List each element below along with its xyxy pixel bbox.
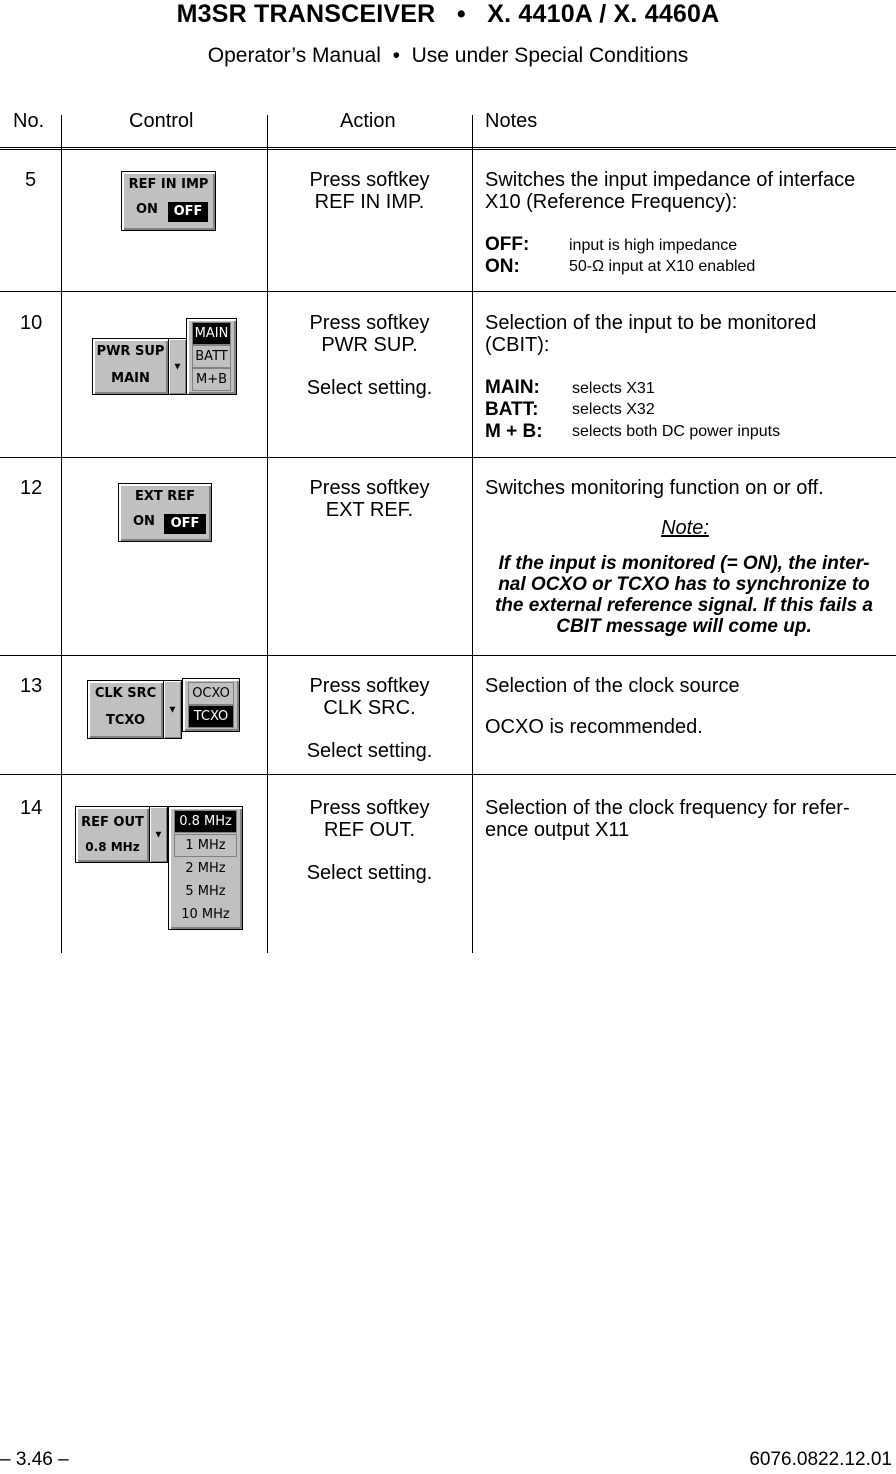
note-line: the external reference signal. If this fails a bbox=[494, 595, 874, 616]
clk-src-options-list[interactable] bbox=[182, 678, 240, 732]
option-item[interactable]: 5 MHz bbox=[185, 884, 226, 899]
note-line: If the input is monitored (= ON), the inter- bbox=[498, 553, 870, 574]
row-divider bbox=[0, 774, 896, 775]
softkey-label: EXT REF bbox=[134, 489, 196, 504]
document-number: 6076.0822.12.01 bbox=[749, 1449, 892, 1470]
action-line: Press softkey bbox=[309, 797, 430, 819]
softkey-label: REF IN IMP bbox=[128, 177, 209, 192]
def-desc: selects X31 bbox=[572, 380, 655, 397]
def-desc: input is high impedance bbox=[569, 237, 738, 254]
softkey-on-label: ON bbox=[136, 202, 158, 217]
pwr-sup-options-list[interactable] bbox=[186, 318, 237, 395]
option-item[interactable]: OCXO bbox=[188, 682, 234, 705]
def-desc: selects both DC power inputs bbox=[572, 423, 781, 440]
def-desc: 50-Ω input at X10 enabled bbox=[569, 258, 756, 275]
notes-line: ence output X11 bbox=[485, 819, 630, 841]
ref-out-softkey[interactable] bbox=[75, 806, 150, 863]
action-line: CLK SRC. bbox=[323, 697, 416, 719]
softkey-label: REF OUT bbox=[81, 815, 144, 830]
row-number: 10 bbox=[20, 312, 43, 334]
col-header-no: No. bbox=[13, 110, 45, 132]
softkey-label: CLK SRC bbox=[94, 686, 157, 701]
chevron-down-icon: ▼ bbox=[153, 829, 164, 840]
notes-text: Switches the input impedance of interface X10 (Reference Frequency): bbox=[485, 169, 856, 213]
notes-text: OCXO is recommended. bbox=[485, 716, 703, 738]
action-line: REF OUT. bbox=[323, 819, 416, 841]
def-term: OFF: bbox=[485, 234, 530, 255]
action-text bbox=[267, 797, 472, 884]
action-text bbox=[267, 477, 472, 521]
note-heading: Note: bbox=[661, 517, 709, 539]
softkey-value: 0.8 MHz bbox=[85, 840, 140, 854]
notes-text: Selection of the input to be monitored (CBIT): bbox=[485, 312, 817, 356]
note-body bbox=[480, 553, 888, 637]
action-line: EXT REF. bbox=[325, 499, 414, 521]
notes-text: Selection of the clock source bbox=[485, 675, 740, 697]
row-number: 12 bbox=[20, 477, 43, 499]
action-line: Select setting. bbox=[306, 862, 433, 884]
clk-src-softkey[interactable] bbox=[87, 680, 164, 739]
def-desc: selects X32 bbox=[572, 401, 655, 418]
chevron-down-icon: ▼ bbox=[172, 361, 183, 372]
action-line: Select setting. bbox=[306, 377, 433, 399]
action-line: Press softkey bbox=[309, 675, 430, 697]
def-term: BATT: bbox=[485, 399, 539, 420]
action-line: Select setting. bbox=[306, 740, 433, 762]
row-number: 5 bbox=[25, 169, 37, 191]
header-rule bbox=[0, 149, 896, 150]
row-number: 14 bbox=[20, 797, 43, 819]
option-item[interactable]: 2 MHz bbox=[185, 861, 226, 876]
def-term: M + B: bbox=[485, 421, 543, 442]
notes-text bbox=[485, 797, 885, 841]
option-item[interactable]: MAIN bbox=[192, 322, 231, 345]
ref-in-imp-softkey[interactable] bbox=[121, 171, 216, 231]
row-divider bbox=[0, 457, 896, 458]
dropdown-arrow-button[interactable] bbox=[163, 680, 182, 739]
page-subtitle: Operator’s Manual • Use under Special Conditions bbox=[207, 44, 689, 67]
action-line: Press softkey bbox=[309, 169, 430, 191]
def-term: ON: bbox=[485, 256, 520, 277]
option-item[interactable]: 1 MHz bbox=[174, 834, 237, 857]
ext-ref-softkey[interactable] bbox=[118, 483, 212, 542]
option-item[interactable]: BATT bbox=[192, 345, 231, 368]
ref-out-options-list[interactable] bbox=[168, 806, 243, 930]
def-term: MAIN: bbox=[485, 377, 540, 398]
dropdown-arrow-button[interactable] bbox=[168, 338, 187, 395]
option-item[interactable]: 0.8 MHz bbox=[174, 810, 237, 833]
action-line: PWR SUP. bbox=[321, 334, 418, 356]
option-item[interactable]: M+B bbox=[192, 368, 231, 391]
action-line: Press softkey bbox=[309, 477, 430, 499]
option-item[interactable]: TCXO bbox=[188, 705, 234, 728]
softkey-off-state: OFF bbox=[168, 202, 208, 222]
softkey-on-label: ON bbox=[133, 514, 155, 529]
option-item[interactable]: 10 MHz bbox=[181, 907, 230, 922]
header-rule bbox=[0, 147, 896, 148]
column-divider bbox=[61, 115, 62, 953]
pwr-sup-softkey[interactable] bbox=[92, 338, 169, 395]
notes-line: Selection of the clock frequency for refer- bbox=[485, 797, 850, 819]
row-divider bbox=[0, 655, 896, 656]
dropdown-arrow-button[interactable] bbox=[149, 806, 168, 863]
page-title: M3SR TRANSCEIVER • X. 4410A / X. 4460A bbox=[176, 0, 720, 28]
row-divider bbox=[0, 291, 896, 292]
page-number: – 3.46 – bbox=[0, 1449, 69, 1470]
col-header-control: Control bbox=[129, 110, 194, 132]
softkey-value: TCXO bbox=[105, 713, 146, 728]
note-line: nal OCXO or TCXO has to synchronize to bbox=[498, 574, 870, 595]
action-text bbox=[267, 169, 472, 213]
action-text bbox=[267, 675, 472, 762]
note-line: CBIT message will come up. bbox=[556, 616, 812, 637]
action-text bbox=[267, 312, 472, 399]
column-divider bbox=[472, 115, 473, 953]
col-header-notes: Notes bbox=[485, 110, 538, 132]
chevron-down-icon: ▼ bbox=[167, 704, 178, 715]
notes-text: Switches monitoring function on or off. bbox=[485, 477, 824, 499]
softkey-off-state: OFF bbox=[164, 514, 206, 534]
col-header-action: Action bbox=[340, 110, 396, 132]
action-line: Press softkey bbox=[309, 312, 430, 334]
row-number: 13 bbox=[20, 675, 43, 697]
softkey-label: PWR SUP bbox=[96, 344, 165, 359]
softkey-value: MAIN bbox=[111, 371, 150, 386]
action-line: REF IN IMP. bbox=[314, 191, 425, 213]
